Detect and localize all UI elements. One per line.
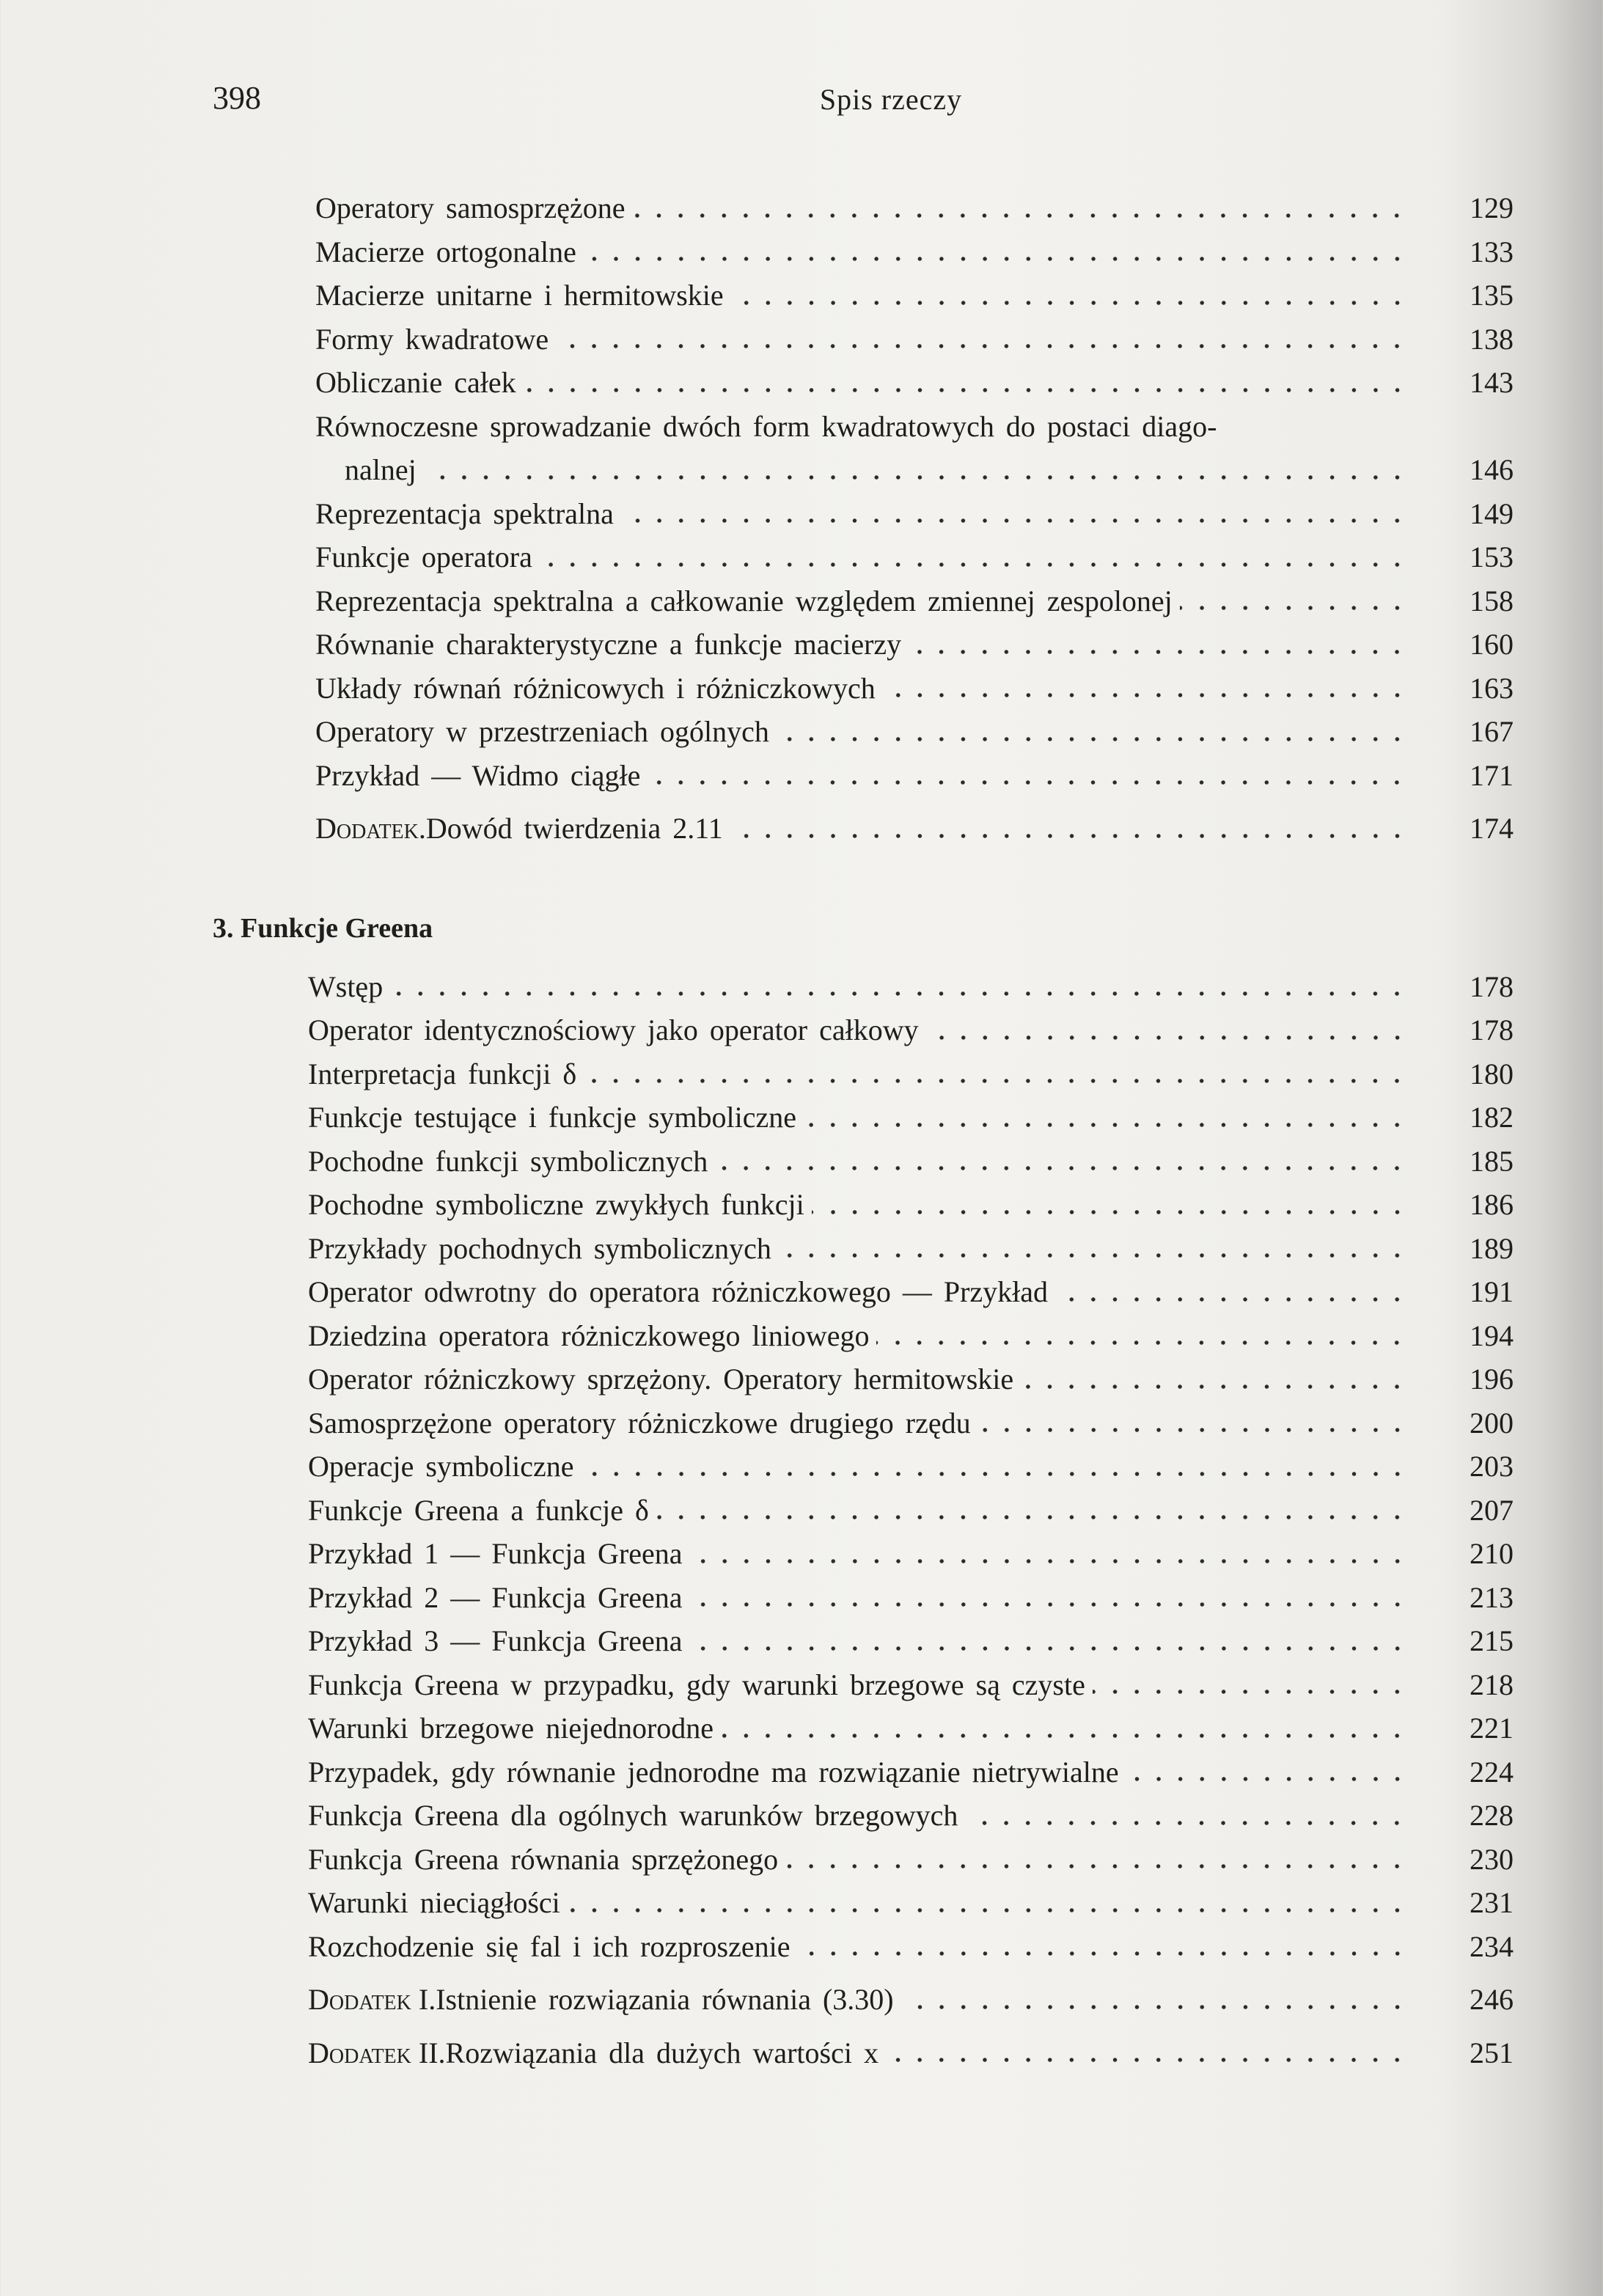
- dot-leader: [730, 831, 1408, 841]
- toc-entry[interactable]: [0, 1750, 1603, 1794]
- toc-entry[interactable]: [0, 1096, 1603, 1140]
- toc-entry[interactable]: [0, 1008, 1603, 1052]
- toc-entry[interactable]: [0, 448, 1603, 492]
- dot-leader: [524, 385, 1408, 395]
- entry-title: Warunki nieciągłości: [308, 1886, 560, 1919]
- entry-title: Funkcje Greena a funkcje δ: [308, 1493, 649, 1527]
- entry-title: Przykład — Widmo ciągłe: [315, 758, 641, 792]
- entry-page: 246: [1470, 1983, 1514, 2016]
- entry-page: 218: [1470, 1668, 1514, 1701]
- dot-leader: [1055, 1294, 1408, 1305]
- entry-page: 200: [1470, 1406, 1514, 1439]
- toc-entry[interactable]: [0, 965, 1603, 1009]
- entry-title: Operatory samosprzężone: [315, 191, 626, 224]
- spacer: [0, 851, 1603, 906]
- entry-title: Przypadek, gdy równanie jednorodne ma rozwiązanie nietrywialne: [308, 1755, 1119, 1789]
- entry-title: Pochodne funkcji symbolicznych: [308, 1144, 708, 1178]
- dot-leader: [690, 1643, 1408, 1654]
- toc-entry[interactable]: [0, 1532, 1603, 1576]
- entry-title: Macierze ortogonalne: [315, 235, 576, 268]
- toc-entry[interactable]: [0, 1445, 1603, 1489]
- entry-page: 174: [1470, 812, 1514, 845]
- entry-page: 207: [1470, 1493, 1514, 1527]
- entry-title: Przykład 3 — Funkcja Greena: [308, 1624, 683, 1657]
- toc-entry[interactable]: [0, 318, 1603, 362]
- entry-title: Samosprzężone operatory różniczkowe drugiego rzędu: [308, 1406, 971, 1439]
- entry-title: Operator identycznościowy jako operator całkowy: [308, 1013, 919, 1046]
- toc-entry[interactable]: [0, 1663, 1603, 1707]
- entry-title: Dziedzina operatora różniczkowego liniowego: [308, 1318, 870, 1352]
- dot-leader: [1180, 603, 1408, 613]
- dot-leader: [582, 1469, 1408, 1479]
- spacer: [0, 797, 1603, 807]
- entry-page: 178: [1470, 969, 1514, 1003]
- entry-page: 194: [1470, 1318, 1514, 1352]
- dot-leader: [621, 516, 1408, 526]
- entry-title: Wstęp: [308, 969, 384, 1003]
- entry-page: 224: [1470, 1755, 1514, 1789]
- toc-entry[interactable]: [0, 1978, 1603, 2022]
- entry-page: 213: [1470, 1580, 1514, 1614]
- dot-leader: [909, 647, 1408, 657]
- entry-title: Interpretacja funkcji δ: [308, 1057, 577, 1090]
- entry-page: 158: [1470, 584, 1514, 617]
- toc-entry[interactable]: [0, 1270, 1603, 1314]
- entry-title: Operator odwrotny do operatora różniczkowego — Przykład: [308, 1275, 1049, 1308]
- entry-title: Macierze unitarne i hermitowskie: [315, 279, 724, 312]
- toc-entry[interactable]: [0, 1183, 1603, 1227]
- appendix-label: Dodatek I.: [308, 1983, 436, 2016]
- entry-title: Równanie charakterystyczne a funkcje macierzy: [315, 628, 902, 661]
- entry-page: 182: [1470, 1101, 1514, 1134]
- page-number: 398: [213, 80, 261, 116]
- toc-entry[interactable]: [0, 667, 1603, 711]
- entry-page: 215: [1470, 1624, 1514, 1657]
- entry-title: Przykład 2 — Funkcja Greena: [308, 1580, 683, 1614]
- entry-page: 178: [1470, 1013, 1514, 1046]
- entry-title: nalnej: [345, 453, 417, 486]
- entry-page: 251: [1470, 2036, 1514, 2069]
- dot-leader: [777, 734, 1408, 744]
- running-title: Spis rzeczy: [819, 83, 963, 116]
- dot-leader: [1093, 1687, 1408, 1697]
- entry-page: 228: [1470, 1799, 1514, 1832]
- entry-page: 153: [1470, 540, 1514, 573]
- dot-leader: [1126, 1774, 1408, 1784]
- entry-page: 210: [1470, 1537, 1514, 1570]
- entry-page: 180: [1470, 1057, 1514, 1090]
- appendix-label: Dodatek II.: [308, 2036, 446, 2069]
- toc-entry[interactable]: [0, 230, 1603, 274]
- entry-page: 191: [1470, 1275, 1514, 1308]
- dot-leader: [785, 1861, 1408, 1871]
- dot-leader: [1021, 1382, 1408, 1392]
- entry-title: Funkcje testujące i funkcje symboliczne: [308, 1101, 797, 1134]
- dot-leader: [886, 2055, 1408, 2065]
- entry-title: Funkcje operatora: [315, 540, 532, 573]
- dot-leader: [812, 1207, 1408, 1217]
- entry-page: 149: [1470, 496, 1514, 530]
- dot-leader: [926, 1033, 1408, 1043]
- dot-leader: [883, 690, 1408, 700]
- entry-page: 163: [1470, 671, 1514, 705]
- toc-entry[interactable]: [0, 492, 1603, 536]
- toc-entry[interactable]: [0, 186, 1603, 230]
- entry-title: Formy kwadratowe: [315, 322, 549, 356]
- entry-page: 146: [1470, 453, 1514, 486]
- dot-leader: [804, 1120, 1408, 1130]
- toc-entry[interactable]: [0, 1401, 1603, 1445]
- dot-leader: [965, 1818, 1408, 1828]
- entry-title: Dowód twierdzenia 2.11: [425, 812, 723, 845]
- dot-leader: [540, 560, 1408, 570]
- toc-entry[interactable]: [0, 1706, 1603, 1750]
- entry-page: 135: [1470, 279, 1514, 312]
- entry-title: Funkcja Greena w przypadku, gdy warunki brzegowe są czyste: [308, 1668, 1085, 1701]
- toc-entry[interactable]: [0, 1838, 1603, 1882]
- toc-entry[interactable]: [0, 623, 1603, 667]
- entry-title: Reprezentacja spektralna a całkowanie względem zmiennej zespolonej: [315, 584, 1173, 617]
- dot-leader: [568, 1905, 1408, 1915]
- entry-title: Operacje symboliczne: [308, 1450, 574, 1483]
- toc-entry[interactable]: [0, 710, 1603, 754]
- entry-page: 230: [1470, 1842, 1514, 1876]
- entry-title: Funkcja Greena równania sprzężonego: [308, 1842, 779, 1876]
- toc-entry[interactable]: [0, 1227, 1603, 1271]
- toc-entry[interactable]: [0, 1619, 1603, 1663]
- dot-leader: [390, 989, 1408, 999]
- spacer: [0, 2022, 1603, 2031]
- dot-leader: [656, 1512, 1408, 1522]
- appendix-label: Dodatek.: [315, 812, 426, 845]
- toc-entry[interactable]: [0, 535, 1603, 579]
- table-of-contents: [0, 186, 1603, 2075]
- entry-page: 133: [1470, 235, 1514, 268]
- dot-leader: [690, 1599, 1408, 1610]
- entry-page: 203: [1470, 1450, 1514, 1483]
- entry-title: Przykład 1 — Funkcja Greena: [308, 1537, 683, 1570]
- entry-title: Układy równań różnicowych i różniczkowych: [315, 671, 876, 705]
- dot-leader: [690, 1556, 1408, 1566]
- entry-title: Warunki brzegowe niejednorodne: [308, 1712, 714, 1745]
- entry-page: 196: [1470, 1362, 1514, 1395]
- toc-entry[interactable]: [0, 579, 1603, 623]
- toc-entry[interactable]: [0, 1794, 1603, 1838]
- entry-page: 171: [1470, 758, 1514, 792]
- dot-leader: [901, 2002, 1408, 2012]
- entry-page: 167: [1470, 715, 1514, 748]
- entry-page: 189: [1470, 1231, 1514, 1265]
- dot-leader: [424, 472, 1408, 483]
- dot-leader: [731, 298, 1408, 308]
- dot-leader: [876, 1338, 1408, 1348]
- entry-page: 231: [1470, 1886, 1514, 1919]
- toc-entry[interactable]: [0, 274, 1603, 318]
- dot-leader: [648, 777, 1408, 788]
- entry-page: 138: [1470, 322, 1514, 356]
- entry-title: Funkcja Greena dla ogólnych warunków brzegowych: [308, 1799, 958, 1832]
- entry-title: Istnienie rozwiązania równania (3.30): [436, 1983, 894, 2016]
- entry-title: Rozchodzenie się fal i ich rozproszenie: [308, 1929, 791, 1963]
- entry-page: 160: [1470, 628, 1514, 661]
- entry-page: 143: [1470, 366, 1514, 399]
- entry-title: Operatory w przestrzeniach ogólnych: [315, 715, 769, 748]
- entry-title: Równoczesne sprowadzanie dwóch form kwadratowych do postaci diago-: [315, 409, 1217, 443]
- toc-entry[interactable]: [0, 1925, 1603, 1969]
- section-heading: 3. Funkcje Greena: [213, 912, 433, 944]
- toc-entry[interactable]: [0, 1357, 1603, 1401]
- dot-leader: [721, 1731, 1408, 1741]
- entry-title: Rozwiązania dla dużych wartości x: [445, 2036, 878, 2069]
- toc-entry[interactable]: [0, 1881, 1603, 1925]
- dot-leader: [584, 254, 1408, 264]
- entry-title: Przykłady pochodnych symbolicznych: [308, 1231, 771, 1265]
- dot-leader: [632, 210, 1408, 221]
- dot-leader: [798, 1948, 1409, 1959]
- toc-entry[interactable]: [0, 1052, 1603, 1096]
- entry-page: 234: [1470, 1929, 1514, 1963]
- toc-entry[interactable]: [0, 1314, 1603, 1358]
- toc-entry[interactable]: [0, 807, 1603, 851]
- entry-title: Pochodne symboliczne zwykłych funkcji: [308, 1188, 804, 1221]
- entry-page: 186: [1470, 1188, 1514, 1221]
- entry-page: 129: [1470, 191, 1514, 224]
- toc-entry[interactable]: [0, 1576, 1603, 1620]
- toc-entry[interactable]: [0, 1140, 1603, 1184]
- dot-leader: [556, 341, 1408, 351]
- toc-entry[interactable]: [0, 2031, 1603, 2075]
- toc-entry[interactable]: [0, 361, 1603, 405]
- dot-leader: [584, 1076, 1408, 1086]
- toc-entry[interactable]: [0, 754, 1603, 798]
- entry-title: Reprezentacja spektralna: [315, 496, 614, 530]
- dot-leader: [978, 1425, 1408, 1435]
- entry-title: Obliczanie całek: [315, 366, 516, 399]
- toc-entry[interactable]: [0, 405, 1603, 449]
- spacer: [0, 1968, 1603, 1978]
- dot-leader: [715, 1163, 1408, 1173]
- dot-leader: [779, 1250, 1408, 1261]
- entry-page: 185: [1470, 1144, 1514, 1178]
- toc-entry[interactable]: [0, 1489, 1603, 1533]
- entry-title: Operator różniczkowy sprzężony. Operatory hermitowskie: [308, 1362, 1014, 1395]
- entry-page: 221: [1470, 1712, 1514, 1745]
